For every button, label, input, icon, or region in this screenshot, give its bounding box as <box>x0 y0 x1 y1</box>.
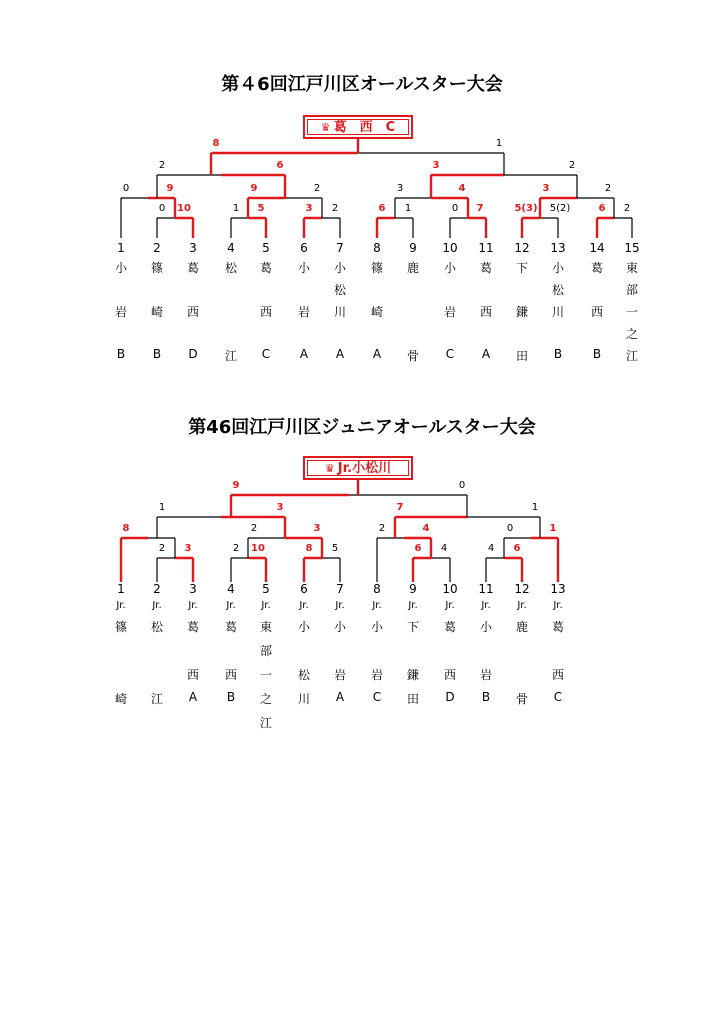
score-right: 2 <box>604 183 612 194</box>
score-left: 2 <box>250 523 258 534</box>
team-name-char: 鎌 <box>515 305 528 319</box>
score-right: 10 <box>251 543 265 554</box>
team-jr-prefix: Jr. <box>372 600 382 611</box>
team-name-char: 葛 <box>443 620 456 634</box>
team-name-char: 川 <box>297 692 310 706</box>
team-name-char: 江 <box>224 349 237 363</box>
team-seed: 11 <box>478 241 494 255</box>
score-left: 1 <box>158 502 166 513</box>
team-jr-prefix: Jr. <box>261 600 271 611</box>
crown-icon: ♛ <box>320 121 331 134</box>
team-name-char: 小 <box>333 620 346 634</box>
score-right: 4 <box>422 523 430 534</box>
score-left: 2 <box>158 160 166 171</box>
team-name-char: 小 <box>370 620 383 634</box>
team-name-char: 小 <box>551 261 564 275</box>
team-name-char: 岩 <box>443 305 456 319</box>
team-seed: 3 <box>189 582 197 596</box>
team-name-char: 小 <box>333 261 346 275</box>
team-seed: 2 <box>153 241 161 255</box>
crown-icon: ♛ <box>324 462 335 475</box>
team-name-char: 川 <box>551 305 564 319</box>
team-name-char: 岩 <box>297 305 310 319</box>
score-right: 5(2) <box>549 203 571 214</box>
score-right: 5 <box>257 203 265 214</box>
team-seed: 12 <box>514 241 530 255</box>
team-name-char: 下 <box>406 620 419 634</box>
team-seed: 4 <box>227 241 235 255</box>
team-name-char: 岩 <box>333 668 346 682</box>
score-right: 2 <box>313 183 321 194</box>
team-seed: 10 <box>442 241 458 255</box>
team-name-char: 崎 <box>370 305 383 319</box>
score-right: 1 <box>549 523 557 534</box>
team-name-char: C <box>261 347 271 361</box>
team-seed: 6 <box>300 241 308 255</box>
tournament-title-2: 第46回江戸川区ジュニアオールスター大会 <box>188 417 536 438</box>
score-right: 6 <box>276 160 284 171</box>
score-right: 6 <box>513 543 521 554</box>
team-name-char: B <box>592 347 602 361</box>
team-jr-prefix: Jr. <box>152 600 162 611</box>
team-name-char: 岩 <box>479 668 492 682</box>
team-name-char: 小 <box>479 620 492 634</box>
team-seed: 11 <box>478 582 494 596</box>
team-name-char: 江 <box>150 692 163 706</box>
score-right: 0 <box>458 480 466 491</box>
team-name-char: 西 <box>224 668 237 682</box>
score-left: 8 <box>122 523 130 534</box>
team-name-char: C <box>553 690 563 704</box>
score-right: 2 <box>331 203 339 214</box>
team-seed: 7 <box>336 241 344 255</box>
team-name-char: 田 <box>406 692 419 706</box>
score-left: 2 <box>378 523 386 534</box>
score-left: 3 <box>542 183 550 194</box>
score-left: 7 <box>396 502 404 513</box>
score-left: 6 <box>378 203 386 214</box>
score-left: 9 <box>232 480 240 491</box>
team-name-char: 鎌 <box>406 668 419 682</box>
score-right: 1 <box>495 138 503 149</box>
team-name-char: 東 <box>259 620 272 634</box>
team-seed: 8 <box>373 241 381 255</box>
score-right: 9 <box>166 183 174 194</box>
team-name-char: 葛 <box>186 261 199 275</box>
team-name-char: 之 <box>259 692 272 706</box>
team-name-char: 江 <box>259 716 272 730</box>
score-left: 0 <box>506 523 514 534</box>
score-left: 2 <box>232 543 240 554</box>
team-name-char: 西 <box>590 305 603 319</box>
team-name-char: 篠 <box>370 261 383 275</box>
team-name-char: 川 <box>333 305 346 319</box>
team-jr-prefix: Jr. <box>517 600 527 611</box>
score-left: 3 <box>305 203 313 214</box>
team-name-char: 西 <box>186 305 199 319</box>
team-jr-prefix: Jr. <box>188 600 198 611</box>
score-right: 2 <box>568 160 576 171</box>
team-name-char: 骨 <box>406 349 419 363</box>
team-seed: 9 <box>409 582 417 596</box>
score-right: 4 <box>458 183 466 194</box>
score-left: 4 <box>487 543 495 554</box>
team-jr-prefix: Jr. <box>335 600 345 611</box>
score-right: 4 <box>440 543 448 554</box>
score-left: 8 <box>305 543 313 554</box>
team-name-char: 崎 <box>150 305 163 319</box>
team-name-char: 小 <box>443 261 456 275</box>
score-right: 7 <box>476 203 484 214</box>
score-right: 1 <box>531 502 539 513</box>
team-name-char: 西 <box>259 305 272 319</box>
team-seed: 10 <box>442 582 458 596</box>
team-jr-prefix: Jr. <box>226 600 236 611</box>
team-name-char: C <box>372 690 382 704</box>
team-name-char: 葛 <box>551 620 564 634</box>
team-name-char: D <box>445 690 455 704</box>
team-name-char: A <box>335 690 345 704</box>
team-name-char: A <box>372 347 382 361</box>
score-left: 8 <box>212 138 220 149</box>
team-name-char: 篠 <box>150 261 163 275</box>
team-seed: 3 <box>189 241 197 255</box>
team-name-char: 松 <box>333 283 346 297</box>
team-name-char: D <box>188 347 198 361</box>
team-name-char: 岩 <box>370 668 383 682</box>
tournament-title-1: 第４6回江戸川区オールスター大会 <box>221 74 503 95</box>
team-name-char: 骨 <box>515 692 528 706</box>
team-name-char: 葛 <box>224 620 237 634</box>
team-name-char: B <box>116 347 126 361</box>
team-name-char: 岩 <box>114 305 127 319</box>
team-seed: 12 <box>514 582 530 596</box>
team-name-char: 葛 <box>259 261 272 275</box>
team-name-char: 小 <box>297 261 310 275</box>
team-seed: 1 <box>117 241 125 255</box>
team-name-char: B <box>481 690 491 704</box>
score-left: 3 <box>432 160 440 171</box>
score-left: 3 <box>396 183 404 194</box>
champion-name-1: 葛 西 C <box>333 120 396 135</box>
score-left: 1 <box>232 203 240 214</box>
team-name-char: A <box>299 347 309 361</box>
team-jr-prefix: Jr. <box>116 600 126 611</box>
team-seed: 13 <box>550 582 566 596</box>
team-name-char: B <box>226 690 236 704</box>
team-name-char: 松 <box>150 620 163 634</box>
team-name-char: 小 <box>297 620 310 634</box>
team-jr-prefix: Jr. <box>299 600 309 611</box>
champion-name-2: Jr.小松川 <box>337 461 392 476</box>
team-jr-prefix: Jr. <box>445 600 455 611</box>
team-seed: 13 <box>550 241 566 255</box>
team-jr-prefix: Jr. <box>481 600 491 611</box>
team-seed: 8 <box>373 582 381 596</box>
team-name-char: 下 <box>515 261 528 275</box>
team-seed: 5 <box>262 582 270 596</box>
team-name-char: A <box>481 347 491 361</box>
team-jr-prefix: Jr. <box>408 600 418 611</box>
team-seed: 14 <box>589 241 605 255</box>
team-name-char: A <box>188 690 198 704</box>
score-right: 3 <box>313 523 321 534</box>
score-right: 3 <box>184 543 192 554</box>
team-name-char: 西 <box>551 668 564 682</box>
team-name-char: 鹿 <box>515 620 528 634</box>
team-jr-prefix: Jr. <box>553 600 563 611</box>
team-name-char: 葛 <box>479 261 492 275</box>
score-right: 1 <box>404 203 412 214</box>
team-name-char: 江 <box>625 349 638 363</box>
team-seed: 15 <box>624 241 640 255</box>
team-seed: 9 <box>409 241 417 255</box>
team-name-char: C <box>445 347 455 361</box>
team-name-char: 小 <box>114 261 127 275</box>
team-seed: 4 <box>227 582 235 596</box>
score-right: 10 <box>177 203 191 214</box>
team-name-char: 葛 <box>590 261 603 275</box>
score-left: 5(3) <box>514 203 538 214</box>
team-name-char: 田 <box>515 349 528 363</box>
score-right: 2 <box>623 203 631 214</box>
score-right: 3 <box>276 502 284 513</box>
score-left: 6 <box>598 203 606 214</box>
team-name-char: 之 <box>625 327 638 341</box>
team-name-char: 松 <box>224 261 237 275</box>
team-seed: 1 <box>117 582 125 596</box>
team-name-char: B <box>553 347 563 361</box>
team-name-char: B <box>152 347 162 361</box>
team-name-char: 松 <box>551 283 564 297</box>
team-seed: 5 <box>262 241 270 255</box>
score-left: 0 <box>122 183 130 194</box>
team-name-char: 西 <box>186 668 199 682</box>
team-name-char: A <box>335 347 345 361</box>
team-name-char: 松 <box>297 668 310 682</box>
team-name-char: 篠 <box>114 620 127 634</box>
score-left: 0 <box>158 203 166 214</box>
score-left: 9 <box>250 183 258 194</box>
score-left: 2 <box>158 543 166 554</box>
team-name-char: 部 <box>259 644 272 658</box>
team-name-char: 葛 <box>186 620 199 634</box>
team-name-char: 西 <box>479 305 492 319</box>
team-seed: 6 <box>300 582 308 596</box>
team-name-char: 崎 <box>114 692 127 706</box>
team-seed: 7 <box>336 582 344 596</box>
team-name-char: 東 <box>625 261 638 275</box>
team-name-char: 鹿 <box>406 261 419 275</box>
score-left: 6 <box>414 543 422 554</box>
team-name-char: 一 <box>625 305 638 319</box>
score-right: 5 <box>331 543 339 554</box>
team-name-char: 西 <box>443 668 456 682</box>
team-seed: 2 <box>153 582 161 596</box>
team-name-char: 一 <box>259 668 272 682</box>
score-left: 0 <box>451 203 459 214</box>
team-name-char: 部 <box>625 283 638 297</box>
